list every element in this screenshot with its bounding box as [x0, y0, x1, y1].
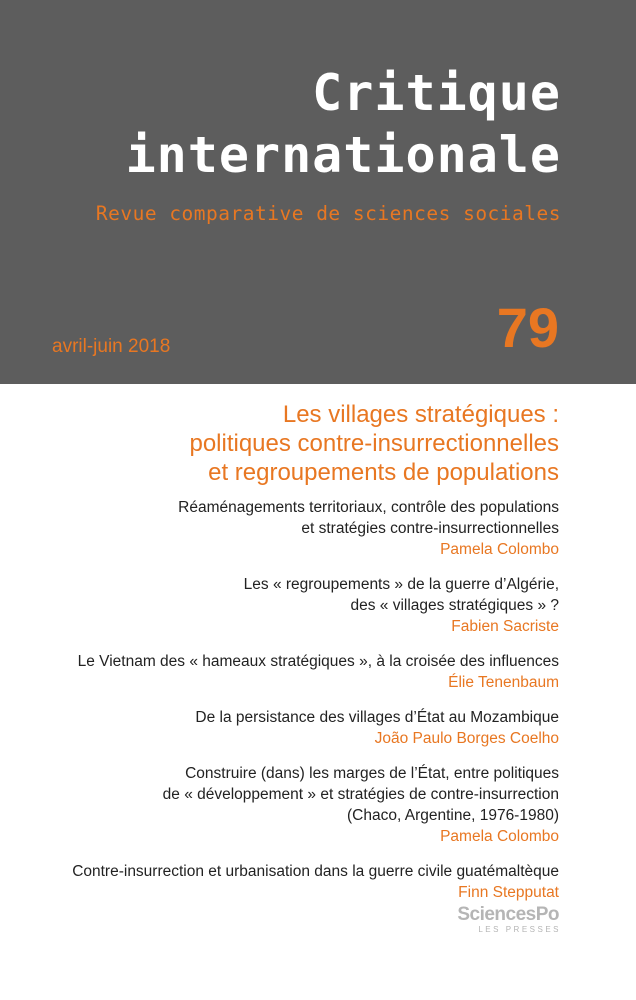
dossier-title: [19, 400, 559, 487]
article-title-line: et stratégies contre-insurrectionnelles: [301, 520, 559, 537]
article-author: Pamela Colombo: [440, 828, 559, 845]
article-title-line: des « villages stratégiques » ?: [350, 597, 559, 614]
journal-subtitle: Revue comparative de sciences sociales: [95, 202, 561, 225]
dossier-title-line: politiques contre-insurrectionnelles: [189, 430, 559, 457]
article-entry: [19, 861, 559, 903]
article-title-line: De la persistance des villages d’État au Mozambique: [195, 709, 559, 726]
article-title-line: Le Vietnam des « hameaux stratégiques », à la croisée des influences: [77, 653, 559, 670]
publisher-subname: LES PRESSES: [478, 925, 561, 934]
publisher-logo: [457, 905, 559, 935]
article-title: [19, 763, 559, 826]
article-author: Fabien Sacriste: [451, 618, 559, 635]
article-author: Élie Tenenbaum: [448, 674, 559, 691]
article-title-line: (Chaco, Argentine, 1976-1980): [347, 807, 559, 824]
article-title-line: Réaménagements territoriaux, contrôle des populations: [178, 499, 559, 516]
dossier-title-line: Les villages stratégiques :: [282, 401, 559, 428]
article-author: João Paulo Borges Coelho: [374, 730, 559, 747]
article-title-line: Construire (dans) les marges de l’État, entre politiques: [185, 765, 559, 782]
article-entry: [19, 497, 559, 560]
article-entry: [19, 763, 559, 847]
cover-header: [0, 0, 636, 384]
publisher-name: SciencesPo: [457, 904, 559, 925]
article-entry: [19, 651, 559, 693]
journal-title: [126, 62, 561, 186]
article-author: Finn Stepputat: [458, 884, 559, 901]
article-title: [19, 707, 559, 728]
issue-date: avril-juin 2018: [52, 336, 171, 357]
article-title-line: Les « regroupements » de la guerre d’Algérie,: [243, 576, 559, 593]
article-title-line: Contre-insurrection et urbanisation dans la guerre civile guatémaltèque: [72, 863, 559, 880]
issue-number: 79: [496, 296, 559, 359]
article-entry: [19, 574, 559, 637]
article-entry: [19, 707, 559, 749]
article-author: Pamela Colombo: [440, 541, 559, 558]
article-title: [19, 651, 559, 672]
article-title-line: de « développement » et stratégies de contre-insurrection: [162, 786, 559, 803]
journal-title-line1: Critique: [312, 64, 561, 122]
article-title: [19, 574, 559, 616]
article-title: [19, 861, 559, 882]
dossier-title-line: et regroupements de populations: [208, 459, 559, 486]
journal-title-line2: internationale: [125, 126, 561, 184]
article-title: [19, 497, 559, 539]
table-of-contents: [19, 400, 559, 917]
